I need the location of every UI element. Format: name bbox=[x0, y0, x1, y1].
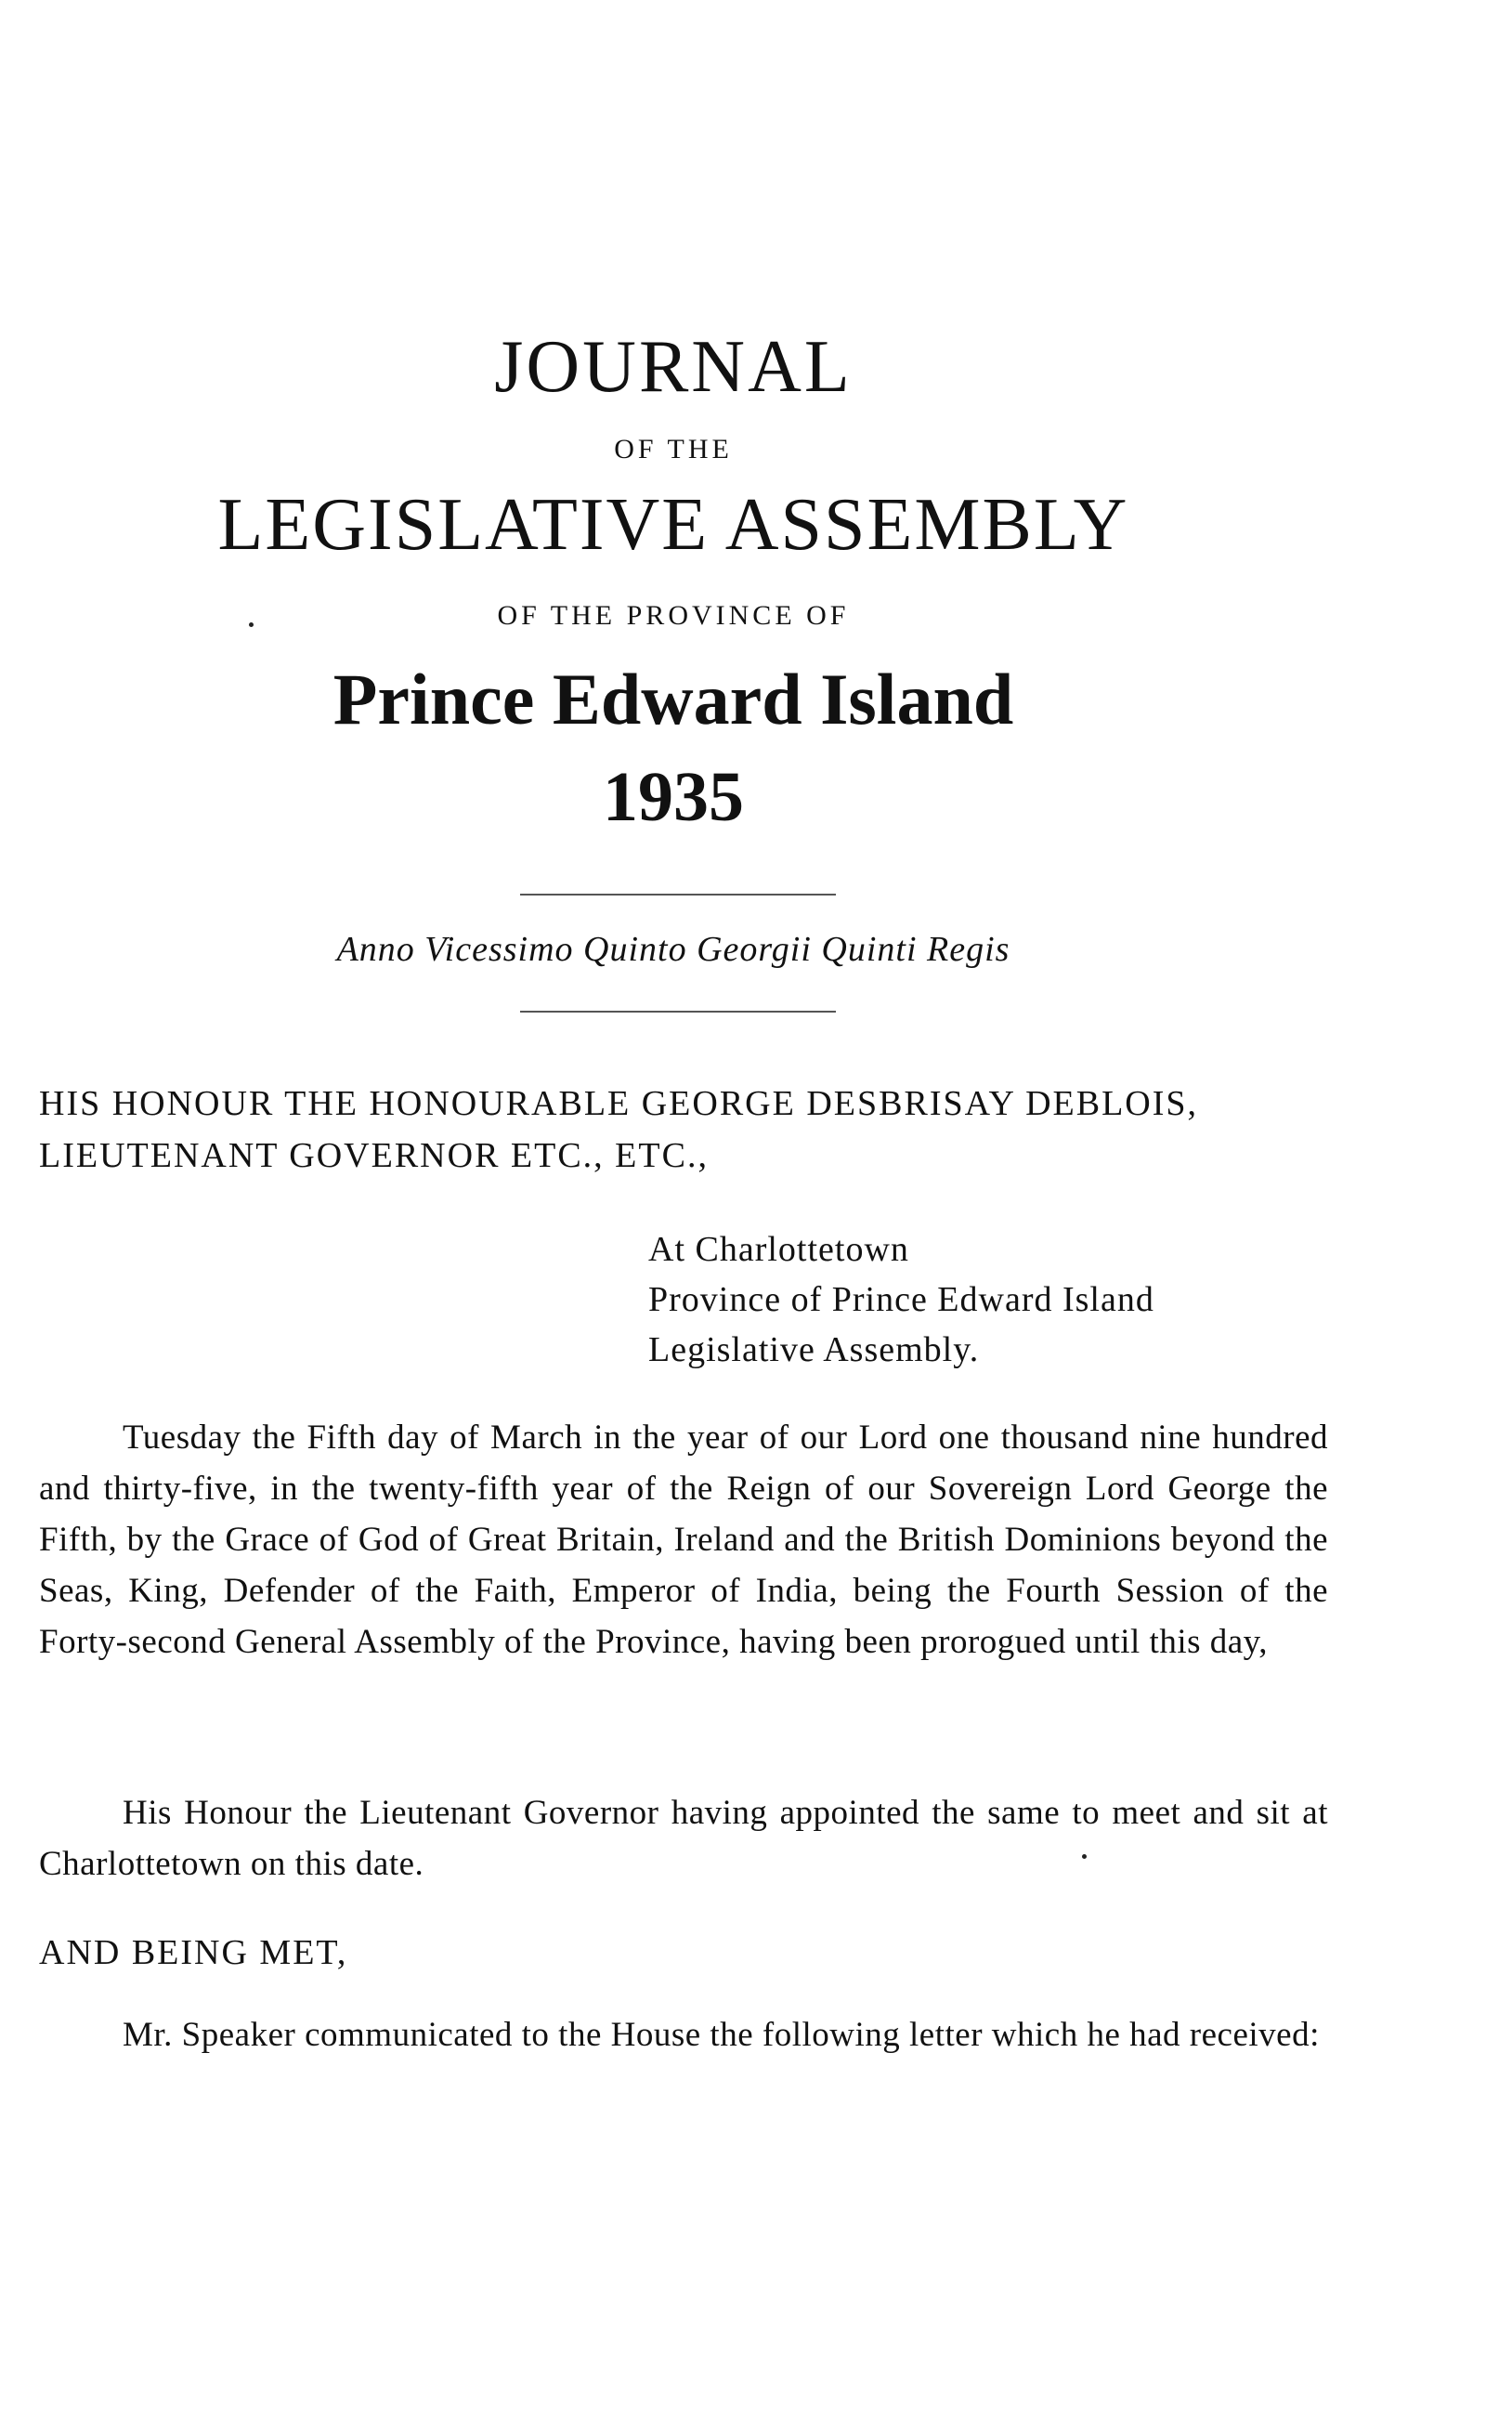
place-line-3: Legislative Assembly. bbox=[648, 1330, 980, 1369]
assembly-title: LEGISLATIVE ASSEMBLY bbox=[217, 484, 1129, 566]
place-line-1: At Charlottetown bbox=[648, 1230, 909, 1269]
place-line-2: Province of Prince Edward Island bbox=[648, 1280, 1154, 1319]
paragraph-appointment: His Honour the Lieutenant Governor having appointed the same to meet and sit at Charlottetown on this date. bbox=[39, 1794, 1328, 1883]
divider-top bbox=[520, 894, 836, 896]
anno-regis-line: Anno Vicessimo Quinto Georgii Quinti Regis bbox=[336, 930, 1010, 969]
of-the-line: OF THE bbox=[614, 434, 733, 464]
divider-bottom bbox=[520, 1011, 836, 1013]
lieutenant-governor-line: HIS HONOUR THE HONOURABLE GEORGE DESBRISAY DEBLOIS, LIEUTENANT GOVERNOR ETC., ETC., bbox=[39, 1084, 1199, 1175]
place-block bbox=[648, 1224, 1354, 1375]
speck-mark bbox=[1082, 1854, 1087, 1859]
year-title: 1935 bbox=[603, 758, 744, 836]
paragraph-opening: Tuesday the Fifth day of March in the year of our Lord one thousand nine hundred and thirty-five, in the twenty-fifth year of the Reign of our Sovereign Lord George the Fifth, by the Grace of God of Great Britain, Ireland and the British Dominions beyond the Seas, King, Defender of the Faith, Emperor of India, being the Fourth Session of the Forty-second General Assembly of the Province, having been prorogued until this day, bbox=[39, 1419, 1328, 1661]
of-province-line: OF THE PROVINCE OF bbox=[497, 600, 850, 631]
speck-mark bbox=[249, 622, 254, 627]
paragraph-speaker: Mr. Speaker communicated to the House the following letter which he had received: bbox=[123, 2016, 1320, 2054]
province-title: Prince Edward Island bbox=[332, 659, 1014, 739]
journal-title: JOURNAL bbox=[494, 326, 853, 408]
being-met-heading: AND BEING MET, bbox=[39, 1933, 348, 1972]
